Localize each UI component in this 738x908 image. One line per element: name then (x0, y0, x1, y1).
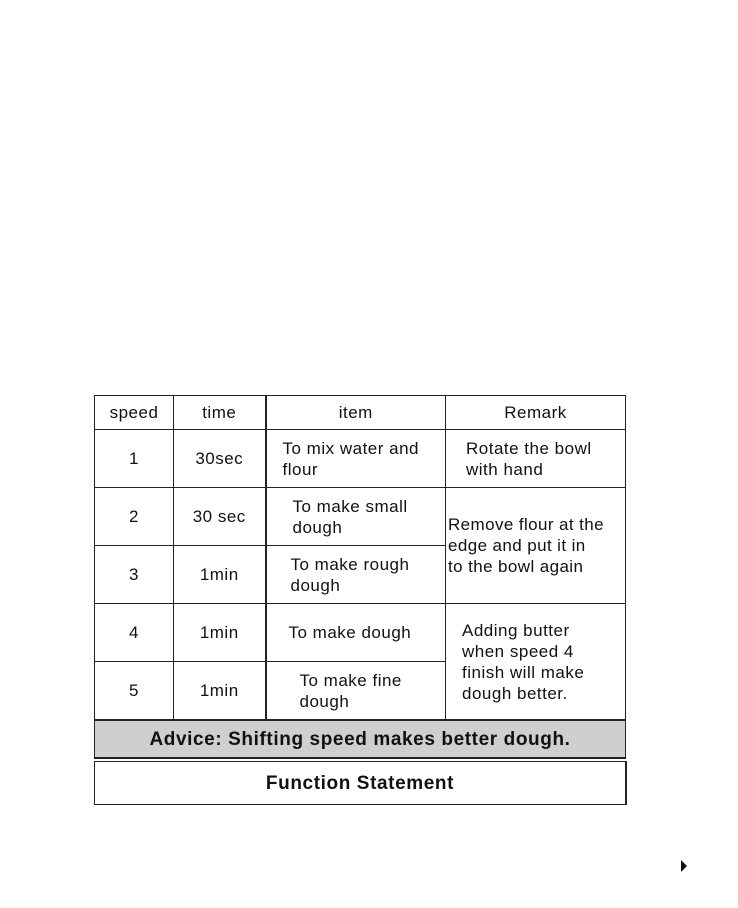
item-line: To make rough (290, 554, 410, 574)
remark-line: dough better. (462, 683, 568, 703)
remark-line: finish will make (462, 662, 585, 682)
header-remark: Remark (446, 396, 626, 430)
item-cell (266, 488, 446, 546)
speed-table (94, 395, 626, 720)
table-row (95, 604, 626, 662)
time-cell: 1min (174, 546, 266, 604)
table-row (95, 430, 626, 488)
remark-line: Adding butter (462, 620, 570, 640)
speed-cell: 4 (95, 604, 174, 662)
time-cell: 1min (174, 662, 266, 720)
item-line: To make dough (288, 623, 412, 642)
speed-cell: 2 (95, 488, 174, 546)
remark-line: with hand (466, 459, 544, 479)
remark-line: when speed 4 (462, 641, 574, 661)
speed-cell: 1 (95, 430, 174, 488)
item-cell (266, 604, 446, 662)
speed-cell: 5 (95, 662, 174, 720)
time-cell: 30 sec (174, 488, 266, 546)
function-statement-caption: Function Statement (94, 761, 627, 805)
item-cell (266, 546, 446, 604)
item-line: dough (290, 575, 341, 595)
time-cell: 30sec (174, 430, 266, 488)
table-header-row (95, 396, 626, 430)
remark-line: Rotate the bowl (466, 438, 592, 458)
remark-cell (446, 488, 626, 604)
remark-line: to the bowl again (448, 557, 584, 576)
advice-banner: Advice: Shifting speed makes better dough. (94, 719, 626, 759)
speed-cell: 3 (95, 546, 174, 604)
item-line: To make small (292, 496, 408, 516)
time-cell: 1min (174, 604, 266, 662)
item-line: dough (299, 691, 350, 711)
remark-cell (446, 430, 626, 488)
item-cell (266, 430, 446, 488)
header-speed: speed (95, 396, 174, 430)
item-line: flour (282, 459, 319, 479)
speed-table-container (94, 395, 626, 805)
remark-line: Remove flour at the (448, 515, 604, 534)
item-line: To make fine (299, 670, 402, 690)
item-line: dough (292, 517, 343, 537)
header-item: item (266, 396, 446, 430)
right-triangle-icon (681, 860, 687, 872)
item-line: To mix water and (282, 438, 419, 458)
header-time: time (174, 396, 266, 430)
remark-cell (446, 604, 626, 720)
table-row (95, 488, 626, 546)
remark-line: edge and put it in (448, 536, 586, 555)
item-cell (266, 662, 446, 720)
